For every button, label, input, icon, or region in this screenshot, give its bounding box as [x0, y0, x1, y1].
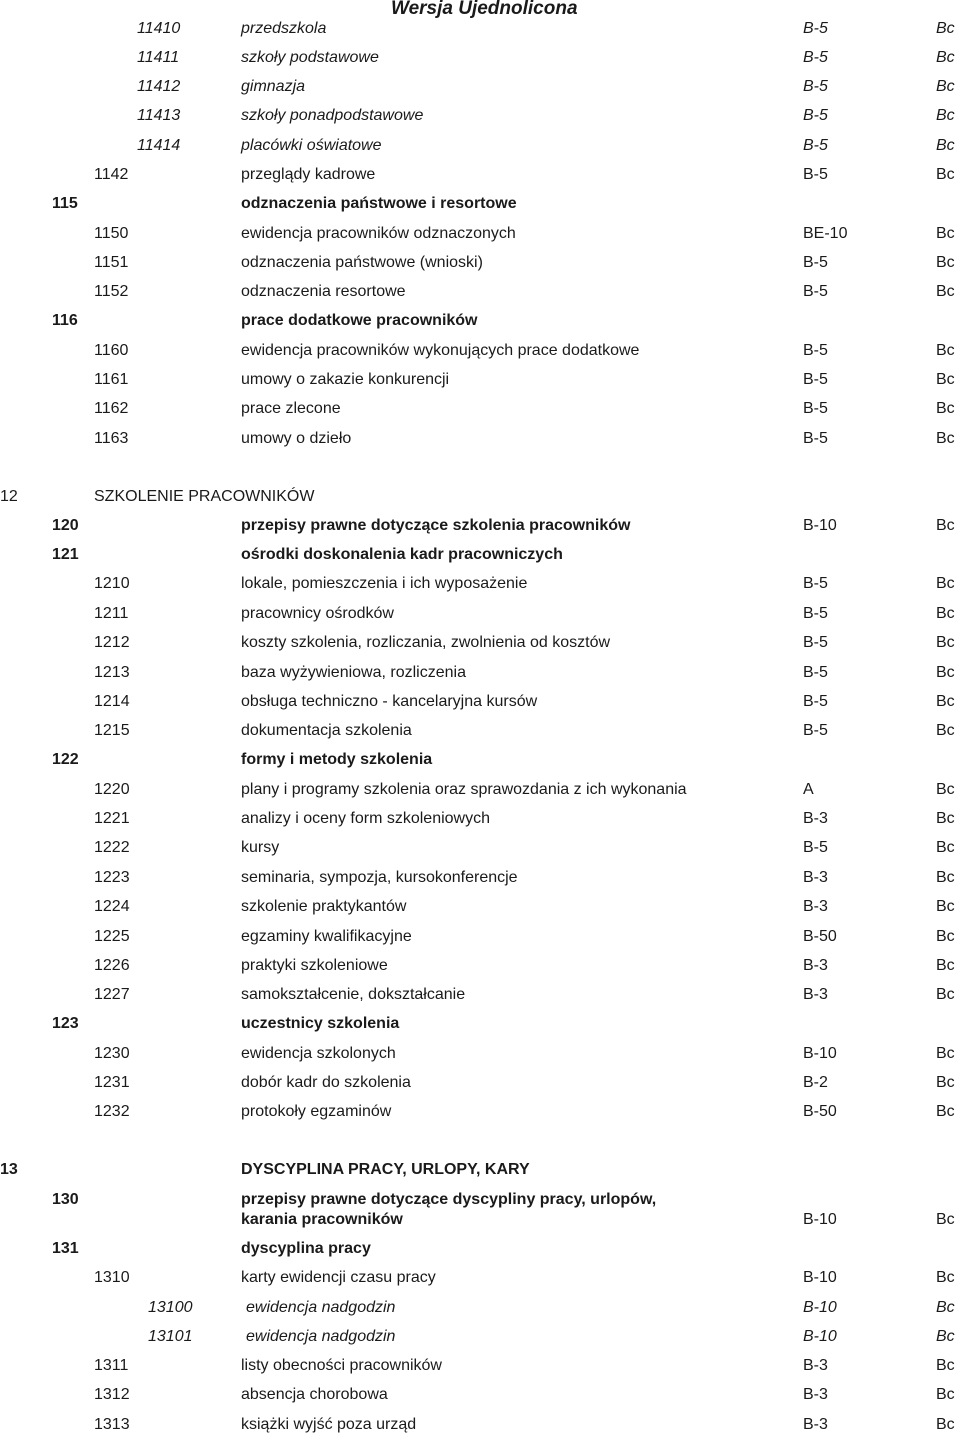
row-description: ewidencja pracowników wykonujących prace dodatkowe — [241, 342, 640, 359]
table-row — [0, 661, 960, 685]
row-kind: Bc — [936, 722, 955, 739]
row-description: ewidencja nadgodzin — [246, 1299, 396, 1316]
row-code: 11413 — [137, 107, 181, 124]
row-description: baza wyżywieniowa, rozliczenia — [241, 664, 466, 681]
row-code: 11412 — [137, 78, 181, 95]
row-code: 1210 — [94, 575, 130, 592]
row-code: 1212 — [94, 634, 130, 651]
table-row — [0, 1296, 960, 1320]
row-code: 131 — [52, 1240, 79, 1257]
row-code: 1226 — [94, 957, 130, 974]
row-category: B-5 — [803, 342, 828, 359]
row-category: A — [803, 781, 814, 798]
row-category: B-5 — [803, 137, 828, 154]
row-code: 11411 — [137, 49, 180, 66]
row-code: 123 — [52, 1015, 79, 1032]
row-category: B-50 — [803, 928, 837, 945]
row-description: dobór kadr do szkolenia — [241, 1074, 411, 1091]
row-category: B-3 — [803, 1357, 828, 1374]
table-row — [0, 1413, 960, 1437]
row-description: prace dodatkowe pracowników — [241, 312, 478, 329]
table-row — [0, 104, 960, 128]
row-code: 1225 — [94, 928, 130, 945]
row-category: B-5 — [803, 107, 828, 124]
row-code: 1163 — [94, 430, 129, 447]
table-row — [0, 485, 960, 509]
row-description: protokoły egzaminów — [241, 1103, 392, 1120]
row-kind: Bc — [936, 957, 955, 974]
row-description: samokształcenie, dokształcanie — [241, 986, 466, 1003]
row-category: BE-10 — [803, 225, 848, 242]
row-kind: Bc — [936, 575, 955, 592]
row-code: 115 — [52, 195, 78, 212]
table-row — [0, 778, 960, 802]
row-code: 1313 — [94, 1416, 130, 1433]
row-kind: Bc — [936, 1074, 955, 1091]
table-row — [0, 368, 960, 392]
row-code: 121 — [52, 546, 79, 563]
table-row — [0, 631, 960, 655]
row-kind: Bc — [936, 1357, 955, 1374]
row-category: B-5 — [803, 575, 828, 592]
row-kind: Bc — [936, 254, 955, 271]
row-description: gimnazja — [241, 78, 306, 95]
row-kind: Bc — [936, 107, 955, 124]
row-kind: Bc — [936, 986, 955, 1003]
row-description: DYSCYPLINA PRACY, URLOPY, KARY — [241, 1161, 530, 1178]
table-row — [0, 1188, 960, 1232]
table-row — [0, 46, 960, 70]
row-category: B-3 — [803, 810, 828, 827]
row-category: B-3 — [803, 898, 828, 915]
row-category: B-3 — [803, 957, 828, 974]
row-description: prace zlecone — [241, 400, 341, 417]
table-row — [0, 192, 960, 216]
row-kind: Bc — [936, 1103, 955, 1120]
row-kind: Bc — [936, 898, 955, 915]
row-kind: Bc — [936, 664, 955, 681]
row-kind: Bc — [936, 839, 955, 856]
row-category: B-5 — [803, 400, 828, 417]
table-row — [0, 1325, 960, 1349]
table-row — [0, 1100, 960, 1124]
row-kind: Bc — [936, 693, 955, 710]
row-kind: Bc — [936, 137, 955, 154]
row-kind: Bc — [936, 1416, 955, 1433]
row-description: umowy o dzieło — [241, 430, 352, 447]
table-row — [0, 1237, 960, 1261]
row-description: egzaminy kwalifikacyjne — [241, 928, 412, 945]
row-kind: Bc — [936, 517, 955, 534]
row-kind: Bc — [936, 1269, 955, 1286]
table-row — [0, 1266, 960, 1290]
row-category: B-10 — [803, 517, 837, 534]
row-kind: Bc — [936, 430, 955, 447]
row-code: 1230 — [94, 1045, 130, 1062]
table-row — [0, 134, 960, 158]
document-title: Wersja Ujednolicona — [391, 0, 578, 19]
row-code: 1215 — [94, 722, 130, 739]
row-code: 1211 — [94, 605, 129, 622]
row-description: dokumentacja szkolenia — [241, 722, 412, 739]
row-description: SZKOLENIE PRACOWNIKÓW — [94, 488, 315, 505]
row-category: B-5 — [803, 634, 828, 651]
row-description: formy i metody szkolenia — [241, 751, 433, 768]
row-description: lokale, pomieszczenia i ich wyposażenie — [241, 575, 528, 592]
row-category: B-10 — [803, 1299, 837, 1316]
table-row — [0, 602, 960, 626]
table-row — [0, 1071, 960, 1095]
row-code: 11410 — [137, 20, 181, 37]
row-code: 13101 — [148, 1328, 193, 1345]
row-description: ewidencja pracowników odznaczonych — [241, 225, 516, 242]
row-category: B-5 — [803, 166, 828, 183]
row-category: B-2 — [803, 1074, 828, 1091]
row-kind: Bc — [936, 1045, 955, 1062]
table-row — [0, 339, 960, 363]
row-category: B-5 — [803, 605, 828, 622]
table-row — [0, 397, 960, 421]
row-code: 120 — [52, 517, 79, 534]
row-code: 1150 — [94, 225, 129, 242]
row-kind: Bc — [936, 78, 955, 95]
row-description: książki wyjść poza urząd — [241, 1416, 417, 1433]
row-code: 1232 — [94, 1103, 130, 1120]
row-description: praktyki szkoleniowe — [241, 957, 388, 974]
table-row — [0, 1158, 960, 1182]
row-code: 11414 — [137, 137, 181, 154]
row-description: odznaczenia państwowe i resortowe — [241, 195, 517, 212]
table-row — [0, 543, 960, 567]
table-row — [0, 427, 960, 451]
row-description: obsługa techniczno - kancelaryjna kursów — [241, 693, 538, 710]
table-row — [0, 748, 960, 772]
table-row — [0, 807, 960, 831]
table-row — [0, 1354, 960, 1378]
row-description: analizy i oceny form szkoleniowych — [241, 810, 490, 827]
row-description: odznaczenia resortowe — [241, 283, 406, 300]
row-category: B-5 — [803, 20, 828, 37]
row-category: B-5 — [803, 283, 828, 300]
row-description-line-2: karania pracowników — [241, 1211, 403, 1228]
row-description: seminaria, sympozja, kursokonferencje — [241, 869, 518, 886]
row-category: B-3 — [803, 869, 828, 886]
row-description-line-1: przepisy prawne dotyczące dyscypliny pracy, urlopów, — [241, 1191, 657, 1208]
row-code: 1213 — [94, 664, 130, 681]
row-kind: Bc — [936, 283, 955, 300]
row-description: szkoły ponadpodstawowe — [241, 107, 424, 124]
row-category: B-3 — [803, 986, 828, 1003]
row-code: 1310 — [94, 1269, 130, 1286]
row-code: 1311 — [94, 1357, 129, 1374]
row-description: listy obecności pracowników — [241, 1357, 442, 1374]
row-kind: Bc — [936, 342, 955, 359]
table-row — [0, 17, 960, 41]
row-description: placówki oświatowe — [241, 137, 382, 154]
row-category: B-5 — [803, 49, 828, 66]
row-description: ewidencja nadgodzin — [246, 1328, 396, 1345]
row-category: B-5 — [803, 839, 828, 856]
row-category: B-10 — [803, 1269, 837, 1286]
row-kind: Bc — [936, 225, 955, 242]
table-row — [0, 309, 960, 333]
table-row — [0, 719, 960, 743]
row-description: absencja chorobowa — [241, 1386, 388, 1403]
row-kind: Bc — [936, 1299, 955, 1316]
row-kind: Bc — [936, 371, 955, 388]
row-category: B-50 — [803, 1103, 837, 1120]
row-code: 1152 — [94, 283, 129, 300]
row-code: 13 — [0, 1161, 18, 1178]
row-description: przedszkola — [241, 20, 327, 37]
table-row — [0, 514, 960, 538]
row-kind: Bc — [936, 605, 955, 622]
row-code: 12 — [0, 488, 18, 505]
table-row — [0, 280, 960, 304]
row-code: 1151 — [94, 254, 129, 271]
row-kind: Bc — [936, 810, 955, 827]
row-description: szkolenie praktykantów — [241, 898, 407, 915]
row-code: 1221 — [94, 810, 130, 827]
table-row — [0, 572, 960, 596]
row-code: 1231 — [94, 1074, 130, 1091]
table-row — [0, 75, 960, 99]
table-row — [0, 983, 960, 1007]
row-description — [241, 1190, 656, 1230]
row-description: przepisy prawne dotyczące szkolenia pracowników — [241, 517, 631, 534]
row-category: B-3 — [803, 1386, 828, 1403]
row-description: kursy — [241, 839, 280, 856]
row-kind: Bc — [936, 1328, 955, 1345]
row-code: 1227 — [94, 986, 130, 1003]
row-kind: Bc — [936, 781, 955, 798]
row-category: B-5 — [803, 693, 828, 710]
row-code: 1222 — [94, 839, 130, 856]
row-kind: Bc — [936, 928, 955, 945]
row-code: 1160 — [94, 342, 129, 359]
row-description: koszty szkolenia, rozliczania, zwolnienia od kosztów — [241, 634, 611, 651]
table-row — [0, 954, 960, 978]
row-kind: Bc — [936, 634, 955, 651]
row-description: dyscyplina pracy — [241, 1240, 371, 1257]
table-row — [0, 895, 960, 919]
row-category: B-5 — [803, 664, 828, 681]
row-code: 1223 — [94, 869, 130, 886]
row-kind: Bc — [936, 869, 955, 886]
row-kind: Bc — [936, 20, 955, 37]
row-category: B-5 — [803, 371, 828, 388]
row-code: 13100 — [148, 1299, 193, 1316]
row-kind: Bc — [936, 49, 955, 66]
row-code: 1214 — [94, 693, 130, 710]
table-row — [0, 690, 960, 714]
table-row — [0, 1383, 960, 1407]
row-description: pracownicy ośrodków — [241, 605, 394, 622]
row-category: B-5 — [803, 254, 828, 271]
row-code: 1161 — [94, 371, 129, 388]
row-description: szkoły podstawowe — [241, 49, 379, 66]
row-kind: Bc — [936, 1386, 955, 1403]
row-description: plany i programy szkolenia oraz sprawozdania z ich wykonania — [241, 781, 687, 798]
table-row — [0, 1042, 960, 1066]
row-code: 1162 — [94, 400, 129, 417]
row-code: 1142 — [94, 166, 129, 183]
row-description: umowy o zakazie konkurencji — [241, 371, 450, 388]
row-category: B-10 — [803, 1211, 837, 1228]
row-category: B-10 — [803, 1328, 837, 1345]
row-code: 130 — [52, 1191, 79, 1208]
row-kind: Bc — [936, 400, 955, 417]
table-row — [0, 925, 960, 949]
row-description: uczestnicy szkolenia — [241, 1015, 400, 1032]
row-code: 1220 — [94, 781, 130, 798]
table-row — [0, 222, 960, 246]
row-description: odznaczenia państwowe (wnioski) — [241, 254, 483, 271]
table-row — [0, 251, 960, 275]
table-row — [0, 866, 960, 890]
row-description: ewidencja szkolonych — [241, 1045, 396, 1062]
row-description: karty ewidencji czasu pracy — [241, 1269, 436, 1286]
table-row — [0, 836, 960, 860]
row-code: 116 — [52, 312, 78, 329]
row-code: 122 — [52, 751, 79, 768]
row-code: 1224 — [94, 898, 130, 915]
row-category: B-10 — [803, 1045, 837, 1062]
row-description: przeglądy kadrowe — [241, 166, 376, 183]
row-category: B-5 — [803, 722, 828, 739]
row-category: B-5 — [803, 78, 828, 95]
row-kind: Bc — [936, 166, 955, 183]
table-row — [0, 163, 960, 187]
row-kind: Bc — [936, 1211, 955, 1228]
row-code: 1312 — [94, 1386, 130, 1403]
row-category: B-5 — [803, 430, 828, 447]
row-description: ośrodki doskonalenia kadr pracowniczych — [241, 546, 563, 563]
table-row — [0, 1012, 960, 1036]
row-category: B-3 — [803, 1416, 828, 1433]
